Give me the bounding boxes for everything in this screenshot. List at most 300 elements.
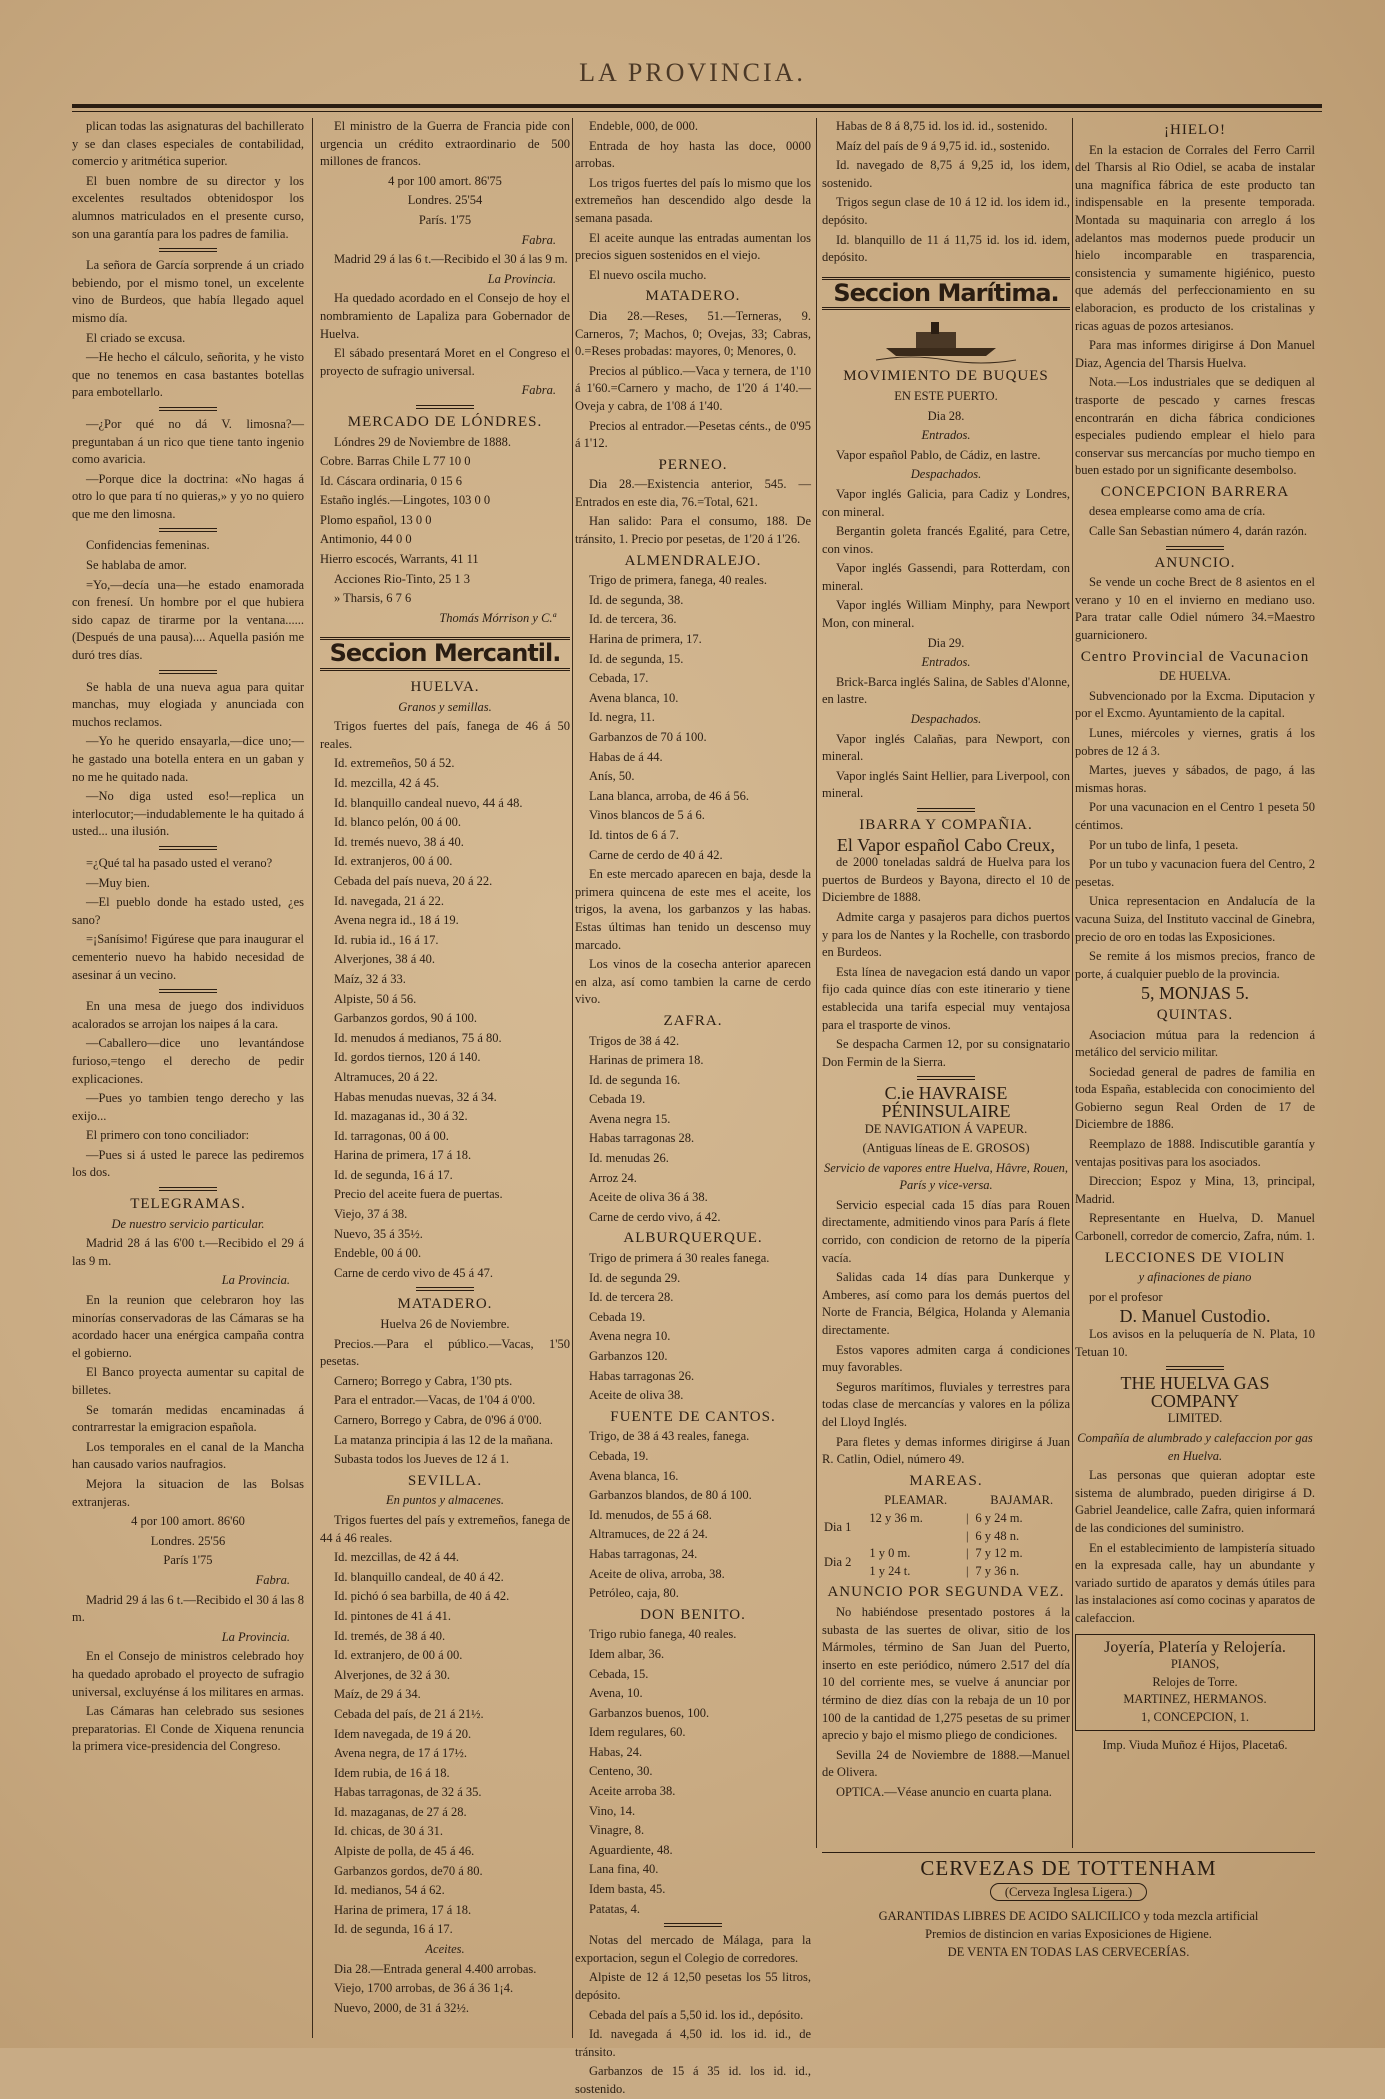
paragraph: En este mercado aparecen en baja, desde la primera quincena de este mes el aceite, los trigos, la avena, los garbanzos y las habas. Estas últimas han tenido un descenso muy marcado.: [575, 867, 811, 952]
paragraph: El nuevo oscila mucho.: [589, 267, 707, 282]
paragraph: Idem rubia, de 16 á 18.: [334, 1765, 450, 1780]
paragraph: Avena, 10.: [589, 1686, 643, 1701]
section-rule: [1166, 1366, 1224, 1370]
masthead: LA PROVINCIA.: [579, 58, 806, 87]
tide-day: Dia 1: [824, 1519, 852, 1534]
paragraph: Petróleo, caja, 80.: [589, 1586, 679, 1601]
paragraph: =Yo,—decía una—he estado enamorada con frenesí. Un hombre por el que hubiera sido capaz de tirarme por la ventana...... (Después de una pausa).... Aquella pasión me duró tres días.: [72, 577, 304, 663]
paragraph: Garbanzos de 15 á 35 id. los id. id., sostenido.: [575, 2064, 811, 2096]
paragraph: Altramuces, 20 á 22.: [334, 1069, 438, 1084]
paragraph: Para fletes y demas informes dirigirse á Juan R. Catlin, Odiel, número 49.: [822, 1434, 1070, 1467]
paragraph: El aceite aunque las entradas aumentan los precios siguen sostenidos en el viejo.: [575, 230, 811, 263]
paragraph: Los temporales en el canal de la Mancha han causado varios naufragios.: [72, 1439, 304, 1472]
paragraph: Habas menudas nuevas, 32 á 34.: [334, 1089, 497, 1104]
paragraph: Garbanzos gordos, 90 á 100.: [334, 1011, 478, 1026]
section-heading: ¡HIELO!: [1164, 122, 1226, 138]
signature: La Provincia.: [487, 271, 556, 286]
paragraph: =¡Sanísimo! Figúrese que para inaugurar el cementerio nuevo ha habido necesidad de asesinar á un vecino.: [72, 932, 304, 982]
column-divider: [572, 118, 573, 2038]
tides-row: Dia 2 1 y 0 m. | 7 y 12 m.: [822, 1545, 1070, 1563]
paragraph: Cebada del país a 5,50 id. los id., depósito.: [589, 2007, 804, 2022]
paragraph: Madrid 28 á las 6'00 t.—Recibido el 29 á las 9 m.: [72, 1236, 304, 1268]
tide-low: 7 y 12 m.: [975, 1546, 1023, 1561]
section-rule: [664, 1923, 722, 1927]
section-rule: [159, 248, 217, 252]
paragraph: En el Consejo de ministros celebrado hoy ha quedado aprobado el proyecto de sufragio universal, excluyénse á los militares en armas.: [72, 1649, 304, 1699]
subheading: Servicio de vapores entre Huelva, Hâvre, Rouen, París y vice-versa.: [823, 1160, 1068, 1193]
subheading: Aceites.: [425, 1942, 465, 1957]
paragraph: En el establecimiento de lampistería situado en la expresada calle, hay un abundante y variado surtido de aparatos y demás útiles para las instalaciones así como cocinas y aparatos de calefaccion.: [1075, 1540, 1315, 1625]
tides-head: PLEAMAR.: [884, 1493, 948, 1508]
section-heading: PERNEO.: [658, 456, 728, 473]
section-heading: ALMENDRALEJO.: [624, 552, 762, 569]
ad-headline: D. Manuel Custodio.: [1119, 1306, 1271, 1327]
paragraph: Precios.—Para el público.—Vacas, 1'50 pesetas.: [320, 1336, 570, 1369]
paragraph: Alpiste, 50 á 56.: [334, 991, 417, 1006]
ad-subtitle: (Cerveza Inglesa Ligera.): [990, 1883, 1147, 1901]
paragraph: Id. de tercera, 36.: [589, 612, 677, 627]
section-rule: [416, 405, 474, 409]
column-2: [320, 118, 570, 2028]
paragraph: =¿Qué tal ha pasado usted el verano?: [86, 855, 273, 870]
ad-headline: C.ie HAVRAISE PÉNINSULAIRE: [881, 1083, 1011, 1121]
ad-headline: El Vapor español Cabo Creux,: [836, 834, 1056, 855]
centered-line: 4 por 100 amort. 86'75: [388, 173, 502, 188]
subheading: y afinaciones de piano: [1138, 1270, 1252, 1285]
paragraph: —El pueblo donde ha estado usted, ¿es sano?: [72, 895, 304, 927]
price-line: Estaño inglés.—Lingotes, 103 0 0: [320, 493, 491, 508]
paragraph: Garbanzos gordos, de70 á 80.: [334, 1863, 483, 1878]
section-heading: ALBURQUERQUE.: [623, 1230, 763, 1247]
section-rule: [159, 528, 217, 532]
paragraph: Id. de segunda, 15.: [589, 651, 684, 666]
paragraph: Aceite de oliva, arroba, 38.: [589, 1566, 725, 1581]
section-heading: DON BENITO.: [640, 1606, 746, 1623]
paragraph: Esta línea de navegacion está dando un vapor fijo cada quince días con este itinerario y tiene establecida una tarifa especial muy ventajosa para el trasporte de vinos.: [822, 964, 1070, 1032]
tide-day: Dia 2: [824, 1554, 852, 1569]
paragraph: Dia 28.—Existencia anterior, 545. —Entrados en este dia, 76.=Total, 621.: [575, 477, 811, 509]
paragraph: Admite carga y pasajeros para dichos puertos y para los de Nantes y la Rochelle, con trasbordo en Burdeos.: [822, 909, 1070, 960]
centered-line: (Antiguas líneas de E. GROSOS): [862, 1141, 1030, 1156]
paragraph: Lunes, miércoles y viernes, gratis á los pobres de 12 á 3.: [1075, 726, 1315, 758]
paragraph: Idem albar, 36.: [589, 1646, 665, 1661]
paragraph: Altramuces, de 22 á 24.: [589, 1527, 708, 1542]
section-rule: [159, 1187, 217, 1191]
paragraph: Avena blanca, 10.: [589, 690, 679, 705]
jewelry-line: 1, CONCEPCION, 1.: [1141, 1709, 1249, 1724]
paragraph: El criado se excusa.: [86, 330, 186, 345]
paragraph: OPTICA.—Véase anuncio en cuarta plana.: [836, 1784, 1052, 1799]
paragraph: Carnero, Borrego y Cabra, de 0'96 á 0'00.: [334, 1413, 542, 1427]
paragraph: Subvencionado por la Excma. Diputacion y por el Excmo. Ayuntamiento de la capital.: [1075, 688, 1315, 721]
paragraph: Habas, 24.: [589, 1744, 643, 1759]
paragraph: —No diga usted eso!—replica un interlocutor;—indudablemente le ha quitado á usted... una ilusión.: [72, 789, 304, 839]
paragraph: Habas tarragonas 26.: [589, 1368, 695, 1383]
paragraph: Id. chicas, de 30 á 31.: [334, 1824, 443, 1839]
centered-line: Dia 28.: [927, 408, 965, 423]
paragraph: Mejora la situacion de las Bolsas extranjeras.: [72, 1476, 304, 1509]
section-heading: MATADERO.: [397, 1296, 493, 1313]
centered-line: EN ESTE PUERTO.: [894, 388, 998, 403]
paragraph: Vinos blancos de 5 á 6.: [589, 808, 705, 823]
section-rule: [416, 1287, 474, 1291]
paragraph: Vino, 14.: [589, 1803, 636, 1818]
paragraph: —Pues si á usted le parece las pediremos los dos.: [72, 1147, 304, 1180]
paragraph: —Yo he querido ensayarla,—dice uno;—he gastado una botella entera en un gaban y no me he quitado nada.: [72, 734, 304, 784]
paragraph: Carne de cerdo de 40 á 42.: [589, 847, 723, 862]
paragraph: Garbanzos 120.: [589, 1349, 668, 1363]
paragraph: Lóndres 29 de Noviembre de 1888.: [334, 434, 512, 449]
paragraph: Acciones Rio-Tinto, 25 1 3: [334, 571, 470, 586]
section-banner: Seccion Marítima.: [822, 277, 1070, 311]
paragraph: Por un tubo de linfa, 1 peseta.: [1089, 837, 1239, 852]
paragraph: Se remite á los mismos precios, franco de porte, á cualquier pueblo de la provincia.: [1075, 949, 1315, 981]
signature: Thomás Mórrison y C.ª: [439, 610, 556, 625]
paragraph: Id. medianos, 54 á 62.: [334, 1883, 445, 1898]
paragraph: Cebada, 19.: [589, 1448, 649, 1463]
paragraph: —Porque dice la doctrina: «No hagas á otro lo que para tí no quieras,» y yo no quiero que me den limosna.: [72, 471, 304, 521]
column-4: [822, 118, 1070, 1838]
paragraph: Nuevo, 35 á 35½.: [334, 1226, 423, 1241]
paragraph: Cebada, 17.: [589, 671, 649, 686]
jewelry-line: MARTINEZ, HERMANOS.: [1123, 1692, 1267, 1707]
paragraph: Garbanzos blandos, de 80 á 100.: [589, 1488, 752, 1503]
section-rule: [917, 1076, 975, 1080]
paragraph: Id. tremés, de 38 á 40.: [334, 1628, 446, 1643]
paragraph: Vinagre, 8.: [589, 1823, 645, 1838]
paragraph: Patatas, 4.: [589, 1901, 641, 1916]
tide-high: 1 y 24 t.: [869, 1563, 911, 1578]
paragraph: Id. menudos, de 55 á 68.: [589, 1507, 712, 1522]
section-rule: [159, 846, 217, 850]
paragraph: Cebada 19.: [589, 1309, 646, 1324]
subheading: Compañía de alumbrado y calefaccion por gas en Huelva.: [1077, 1430, 1313, 1463]
paragraph: Id. navegada á 4,50 id. los id. id., de tránsito.: [575, 2027, 811, 2059]
paragraph: Sevilla 24 de Noviembre de 1888.—Manuel de Olivera.: [822, 1747, 1070, 1780]
paragraph: Los trigos fuertes del país lo mismo que los extremeños han descendido algo desde la semana pasada.: [575, 175, 811, 225]
tide-high: 1 y 0 m.: [869, 1546, 911, 1561]
paragraph: Id. de segunda, 16 á 17.: [334, 1922, 453, 1937]
paragraph: Trigo rubio fanega, 40 reales.: [589, 1627, 737, 1642]
ad-title: CERVEZAS DE TOTTENHAM: [920, 1856, 1217, 1880]
paragraph: Nota.—Los industriales que se dediquen al trasporte de pescado y carnes frescas encontrarán en dicha fábrica condiciones especiales pudiendo emplear el hielo para conservar sus mercancías por mucho tiempo en buen estado por un significante desembolso.: [1075, 375, 1315, 478]
paragraph: Avena negra, de 17 á 17½.: [334, 1746, 468, 1761]
paragraph: Aceite de oliva 38.: [589, 1388, 684, 1403]
paragraph: —Muy bien.: [86, 875, 150, 890]
price-line: Hierro escocés, Warrants, 41 11: [320, 552, 479, 567]
paragraph: El primero con tono conciliador:: [86, 1128, 250, 1143]
jewelry-ad: [1075, 1634, 1315, 1732]
paragraph: Asociacion mútua para la redencion á metálico del servicio militar.: [1075, 1027, 1315, 1060]
centered-line: DE NAVIGATION Á VAPEUR.: [864, 1121, 1028, 1136]
paragraph: Calle San Sebastian número 4, darán razón.: [1089, 524, 1307, 539]
paragraph: Precios al público.—Vaca y ternera, de 1'10 á 1'60.=Carnero y macho, de 1'20 á 1'40.—Oveja y cabra, de 1'08 á 1'40.: [575, 363, 811, 413]
paragraph: Notas del mercado de Málaga, para la exportacion, segun el Colegio de corredores.: [575, 1933, 811, 1965]
paragraph: Id. de segunda, 16 á 17.: [334, 1167, 453, 1182]
paragraph: Centeno, 30.: [589, 1764, 653, 1779]
paragraph: Id. de segunda 29.: [589, 1270, 681, 1285]
paragraph: Idem basta, 45.: [589, 1882, 666, 1897]
paragraph: Id. extranjero, de 00 á 00.: [334, 1648, 463, 1663]
paragraph: Cebada 19.: [589, 1092, 646, 1107]
paragraph: Los vinos de la cosecha anterior aparecen en alza, así como tambien la carne de cerdo vivo.: [575, 957, 811, 1007]
column-3: [575, 118, 811, 2096]
paragraph: Trigo de primera, fanega, 40 reales.: [589, 573, 767, 588]
section-rule: [159, 670, 217, 674]
centered-line: Imp. Viuda Muñoz é Hijos, Placeta6.: [1102, 1738, 1288, 1753]
paragraph: Id. de segunda 16.: [589, 1072, 681, 1087]
centered-line: Huelva 26 de Noviembre.: [380, 1317, 510, 1332]
column-divider: [816, 118, 817, 1848]
section-heading: LECCIONES DE VIOLIN: [1104, 1249, 1286, 1266]
paragraph: Ha quedado acordado en el Consejo de hoy el nombramiento de Lapaliza para Gobernador de Huelva.: [320, 291, 570, 341]
paragraph: Los avisos en la peluquería de N. Plata, 10 Tetuan 10.: [1075, 1327, 1315, 1359]
paragraph: En la estacion de Corrales del Ferro Carril del Tharsis al Rio Odiel, se acaba de instalar una magnífica fábrica de este producto tan indispensable en la presente temporada. Montada su maquinaria con arreglo á los adelantos mas modernos puede producir un hielo incomparable en trasparencia, consistencia y sumamente higiénico, puesto que además del perfeccionamiento en su elaboracion, es producto de los cristalinas y ricas aguas de pozos artesianos.: [1075, 142, 1315, 333]
tides-row: 1 y 24 t. | 7 y 36 n.: [822, 1563, 1070, 1581]
subheading: Despachados.: [910, 467, 982, 482]
paragraph: Subasta todos los Jueves de 12 á 1.: [334, 1452, 509, 1467]
paragraph: Habas de á 44.: [589, 749, 663, 764]
section-heading: Centro Provincial de Vacunacion: [1080, 648, 1310, 665]
paragraph: Representante en Huelva, D. Manuel Carbonell, corredor de comercio, Zafra, núm. 1.: [1075, 1211, 1315, 1244]
paragraph: Vapor inglés William Minphy, para Newport Mon, con mineral.: [822, 598, 1070, 631]
centered-line: París. 1'75: [418, 212, 472, 227]
tide-high: 12 y 36 m.: [869, 1510, 923, 1525]
tides-table: [822, 1492, 1070, 1580]
paragraph: Anís, 50.: [589, 769, 635, 784]
paragraph: Vapor inglés Calañas, para Newport, con mineral.: [822, 731, 1070, 764]
paragraph: Cebada del país, de 21 á 21½.: [334, 1706, 484, 1721]
jewelry-line: PIANOS,: [1170, 1657, 1220, 1672]
paragraph: Por una vacunacion en el Centro 1 peseta 50 céntimos.: [1075, 800, 1315, 832]
paragraph: En una mesa de juego dos individuos acalorados se arrojan los naipes á la cara.: [72, 999, 304, 1031]
paragraph: Para mas informes dirigirse á Don Manuel Diaz, Agencia del Tharsis Huelva.: [1075, 338, 1315, 370]
paragraph: » Tharsis, 6 7 6: [334, 591, 412, 606]
tides-row: | 6 y 48 n.: [822, 1528, 1070, 1546]
paragraph: Aguardiente, 48.: [589, 1842, 673, 1857]
section-heading: MERCADO DE LÓNDRES.: [347, 413, 543, 430]
ad-line: DE VENTA EN TODAS LAS CERVECERÍAS.: [947, 1945, 1190, 1959]
paragraph: Aceite arroba 38.: [589, 1784, 676, 1799]
jewelry-line: Joyería, Platería y Relojería.: [1104, 1638, 1286, 1656]
centered-line: París 1'75: [163, 1553, 213, 1568]
paragraph: Id. extremeños, 50 á 52.: [334, 756, 455, 771]
paragraph: Id. blanquillo candeal, de 40 á 42.: [334, 1569, 504, 1584]
section-rule: [917, 808, 975, 812]
paragraph: Harina de primera, 17.: [589, 632, 702, 647]
paragraph: Carnero; Borrego y Cabra, 1'30 pts.: [334, 1373, 513, 1388]
paragraph: Dia 28.—Reses, 51.—Terneras, 9. Carneros, 7; Machos, 0; Ovejas, 33; Cabras, 0.=Reses probadas: mayores, 0; Menores, 0.: [575, 308, 811, 359]
paragraph: Trigos fuertes del país y extremeños, fanega de 44 á 46 reales.: [320, 1512, 570, 1545]
paragraph: Vapor inglés Gassendi, para Rotterdam, con mineral.: [822, 561, 1070, 593]
paragraph: Carne de cerdo vivo, á 42.: [589, 1209, 721, 1224]
paragraph: No habiéndose presentado postores á la subasta de las suertes de olivar, sitio de los Mármoles, término de San Juan del Puerto, inserto en este periódico, número 2.517 del día 10 del corriente mes, se vuelve á anunciar por término de diez días con la rebaja de un 10 por 100 de la cantidad de 1,275 pesetas de su primer aprecio y bajo el mismo pliego de condiciones.: [822, 1604, 1070, 1743]
subheading: Despachados.: [910, 712, 982, 727]
column-1: [72, 118, 304, 2028]
paragraph: Id. rubia id., 16 á 17.: [334, 932, 439, 947]
column-5: [1075, 118, 1315, 1838]
signature: La Provincia.: [221, 1273, 290, 1288]
tides-head: BAJAMAR.: [990, 1493, 1054, 1508]
column-divider: [312, 118, 313, 2038]
paragraph: Id. blanco pelón, 00 á 00.: [334, 815, 462, 830]
paragraph: Id. extranjeros, 00 á 00.: [334, 854, 453, 869]
tides-row: Dia 1 12 y 36 m. | 6 y 24 m.: [822, 1510, 1070, 1528]
subheading: En puntos y almacenes.: [385, 1493, 505, 1508]
top-rule-thin: [72, 111, 1322, 112]
paragraph: Martes, jueves y sábados, de pago, á las mismas horas.: [1075, 763, 1315, 795]
paragraph: Trigo de primera á 30 reales fanega.: [589, 1251, 770, 1266]
paragraph: Viejo, 37 á 38.: [334, 1207, 408, 1222]
section-heading: MOVIMIENTO DE BUQUES: [843, 368, 1049, 385]
paragraph: Alverjones, 38 á 40.: [334, 952, 436, 967]
section-heading: TELEGRAMAS.: [130, 1196, 246, 1213]
paragraph: Id. mezcillas, de 42 á 44.: [334, 1550, 459, 1565]
paragraph: Maíz del país de 9 á 9,75 id. id., sostenido.: [836, 138, 1050, 153]
paragraph: La matanza principia á las 12 de la mañana.: [334, 1432, 553, 1447]
section-heading: FUENTE DE CANTOS.: [610, 1408, 776, 1425]
paragraph: Id. negra, 11.: [589, 710, 655, 725]
paragraph: —He hecho el cálculo, señorita, y he visto que no tenemos en casa bastantes botellas para embotellarlo.: [72, 350, 304, 400]
paragraph: Estos vapores admiten carga á condiciones muy favorables.: [822, 1342, 1070, 1375]
paragraph: Habas tarragonas, 24.: [589, 1546, 698, 1561]
signature: Fabra.: [521, 232, 556, 247]
paragraph: Dia 28.—Entrada general 4.400 arrobas.: [334, 1961, 537, 1976]
tottenham-ad: [822, 1852, 1315, 1961]
paragraph: Harinas de primera 18.: [589, 1053, 704, 1068]
paragraph: Unica representacion en Andalucía de la vacuna Suiza, del Instituto vaccinal de Ginebra, precio de oro en todas las Exposiciones.: [1075, 894, 1315, 944]
paragraph: Direccion; Espoz y Mina, 13, principal, Madrid.: [1075, 1174, 1315, 1206]
section-heading: MATADERO.: [645, 288, 741, 305]
paragraph: En la reunion que celebraron hoy las minorías conservadoras de las Cámaras se ha acordado hacer una enérgica campaña contra el gobierno.: [72, 1293, 304, 1360]
paragraph: Endeble, 000, de 000.: [589, 119, 699, 133]
subheading: De nuestro servicio particular.: [111, 1216, 265, 1231]
paragraph: El sábado presentará Moret en el Congreso el proyecto de sufragio universal.: [320, 346, 570, 378]
paragraph: Madrid 29 á las 6 t.—Recibido el 30 á las 8 m.: [72, 1592, 304, 1625]
section-heading: CONCEPCION BARRERA: [1100, 483, 1290, 500]
paragraph: Vapor español Pablo, de Cádiz, en lastre.: [836, 447, 1041, 462]
paragraph: Avena blanca, 16.: [589, 1468, 679, 1483]
paragraph: Idem navegada, de 19 á 20.: [334, 1726, 472, 1741]
paragraph: Por un tubo y vacunacion fuera del Centro, 2 pesetas.: [1075, 857, 1315, 889]
paragraph: Idem regulares, 60.: [589, 1725, 686, 1740]
paragraph: Id. navegado de 8,75 á 9,25 id, los idem, sostenido.: [822, 158, 1070, 190]
paragraph: Id. tarragonas, 00 á 00.: [334, 1128, 449, 1143]
paragraph: por el profesor: [1089, 1289, 1163, 1304]
signature: La Provincia.: [221, 1629, 290, 1644]
paragraph: Seguros marítimos, fluviales y terrestres para todas clase de mercancías y valores en la póliza del Lloyd Inglés.: [822, 1379, 1070, 1429]
paragraph: —Caballero—dice uno levantándose furioso,=tengo el derecho de pedir explicaciones.: [72, 1036, 304, 1086]
paragraph: Avena negra 10.: [589, 1329, 671, 1344]
section-heading: SEVILLA.: [407, 1472, 483, 1489]
paragraph: Las Cámaras han celebrado sus sesiones preparatorias. El Conde de Xiquena renuncia la primera vice-presidencia del Congreso.: [72, 1704, 304, 1754]
paragraph: Brick-Barca inglés Salina, de Sables d'Alonne, en lastre.: [822, 674, 1070, 707]
paragraph: Alpiste de 12 á 12,50 pesetas los 55 litros, depósito.: [575, 1970, 811, 2002]
paragraph: Trigos de 38 á 42.: [589, 1033, 680, 1048]
paragraph: Cebada del país nueva, 20 á 22.: [334, 873, 493, 888]
section-heading: ANUNCIO.: [1154, 554, 1236, 571]
ad-headline: 5, MONJAS 5.: [1140, 983, 1250, 1004]
paragraph: Nuevo, 2000, de 31 á 32½.: [334, 2000, 470, 2015]
price-line: Plomo español, 13 0 0: [320, 512, 432, 527]
paragraph: Id. gordos tiernos, 120 á 140.: [334, 1050, 481, 1065]
paragraph: plican todas las asignaturas del bachillerato y se dan clases especiales de contabilidad, comercio y aritmética superior.: [72, 119, 304, 169]
section-rule: [159, 407, 217, 411]
paragraph: Entrada de hoy hasta las doce, 0000 arrobas.: [575, 138, 811, 171]
centered-line: LIMITED.: [1167, 1411, 1223, 1426]
paragraph: Confidencias femeninas.: [86, 538, 210, 553]
section-heading: QUINTAS.: [1156, 1006, 1234, 1023]
paragraph: —Pues yo tambien tengo derecho y las exijo...: [72, 1091, 304, 1123]
paragraph: Id. mazaganas, de 27 á 28.: [334, 1804, 467, 1819]
paragraph: El buen nombre de su director y los excelentes resultados obtenidospor los alumnos matriculados en el presente curso, son una garantía para los padres de familia.: [72, 173, 304, 241]
ship-illustration: [822, 318, 1070, 362]
tide-low: 7 y 36 n.: [975, 1563, 1020, 1578]
ad-line: Premios de distincion en varias Exposiciones de Higiene.: [925, 1927, 1212, 1941]
paragraph: El ministro de la Guerra de Francia pide con urgencia un crédito extraordinario de 500 millones de francos.: [320, 119, 570, 169]
paragraph: Id. mazaganas id., 30 á 32.: [334, 1109, 468, 1124]
paragraph: Se hablaba de amor.: [86, 558, 187, 573]
paragraph: Lana fina, 40.: [589, 1862, 659, 1877]
paragraph: Avena negra 15.: [589, 1111, 671, 1126]
tide-low: 6 y 48 n.: [975, 1528, 1020, 1543]
paragraph: Maíz, 32 á 33.: [334, 971, 406, 986]
centered-line: DE HUELVA.: [1159, 669, 1231, 684]
paragraph: Arroz 24.: [589, 1170, 637, 1185]
paragraph: Reemplazo de 1888. Indiscutible garantía y ventajas positivas para los asociados.: [1075, 1137, 1315, 1169]
paragraph: Id. pintones de 41 á 41.: [334, 1608, 451, 1623]
ad-line: GARANTIDAS LIBRES DE ACIDO SALICILICO y toda mezcla artificial: [878, 1909, 1259, 1923]
paragraph: Se habla de una nueva agua para quitar manchas, muy elogiada y anunciada con muchos reclamos.: [72, 679, 304, 729]
paragraph: Se despacha Carmen 12, por su consignatario Don Fermin de la Sierra.: [822, 1037, 1070, 1069]
paragraph: Aceite de oliva 36 á 38.: [589, 1190, 708, 1205]
paragraph: Id. de tercera 28.: [589, 1290, 674, 1305]
paragraph: Sociedad general de padres de familia en toda España, establecida con conocimiento del Gobierno segun Real Orden de 17 de Diciembre de 1886.: [1075, 1064, 1315, 1132]
ad-headline: THE HUELVA GAS COMPANY: [1120, 1373, 1270, 1411]
column-divider: [1072, 118, 1073, 1848]
paragraph: Servicio especial cada 15 días para Rouen directamente, admitiendo vinos para París á flete corrido, con condicion de retorno de la pipería vacía.: [822, 1197, 1070, 1265]
paragraph: Id. mezcilla, 42 á 45.: [334, 776, 440, 790]
paragraph: Id. blanquillo candeal nuevo, 44 á 48.: [334, 795, 523, 810]
subheading: Entrados.: [921, 428, 971, 443]
section-banner: Seccion Mercantil.: [320, 637, 570, 671]
section-rule: [159, 989, 217, 993]
paragraph: Para el entrador.—Vacas, de 1'04 á 0'00.: [334, 1393, 536, 1408]
paragraph: Se vende un coche Brect de 8 asientos en el verano y 10 en el invierno en mediano uso. Para tratar calle Odiel número 34.=Maestro guarnicionero.: [1075, 575, 1315, 643]
subheading: Granos y semillas.: [398, 699, 492, 714]
paragraph: Viejo, 1700 arrobas, de 36 á 36 1¡4.: [334, 1981, 514, 1996]
centered-line: 4 por 100 amort. 86'60: [131, 1514, 245, 1529]
paragraph: Harina de primera, 17 á 18.: [334, 1902, 472, 1917]
section-heading: HUELVA.: [410, 679, 480, 696]
centered-line: Londres. 25'54: [407, 193, 483, 208]
paragraph: Habas tarragonas 28.: [589, 1131, 695, 1146]
section-heading: IBARRA Y COMPAÑIA.: [859, 817, 1033, 833]
paragraph: Habas de 8 á 8,75 id. los id. id., sostenido.: [836, 119, 1048, 133]
paragraph: Id. tremés nuevo, 38 á 40.: [334, 834, 464, 849]
paragraph: Alpiste de polla, de 45 á 46.: [334, 1844, 475, 1859]
section-rule: [1166, 546, 1224, 550]
paragraph: Id. menudas 26.: [589, 1151, 669, 1166]
paragraph: Endeble, 00 á 00.: [334, 1246, 422, 1261]
paragraph: Id. navegada, 21 á 22.: [334, 893, 445, 908]
section-heading: ZAFRA.: [663, 1012, 723, 1029]
paragraph: Madrid 29 á las 6 t.—Recibido el 30 á las 9 m.: [334, 252, 568, 267]
paragraph: Cebada, 15.: [589, 1666, 649, 1681]
paragraph: Habas tarragonas, de 32 á 35.: [334, 1785, 482, 1800]
section-heading: MAREAS.: [909, 1472, 983, 1489]
subheading: Entrados.: [921, 655, 971, 670]
